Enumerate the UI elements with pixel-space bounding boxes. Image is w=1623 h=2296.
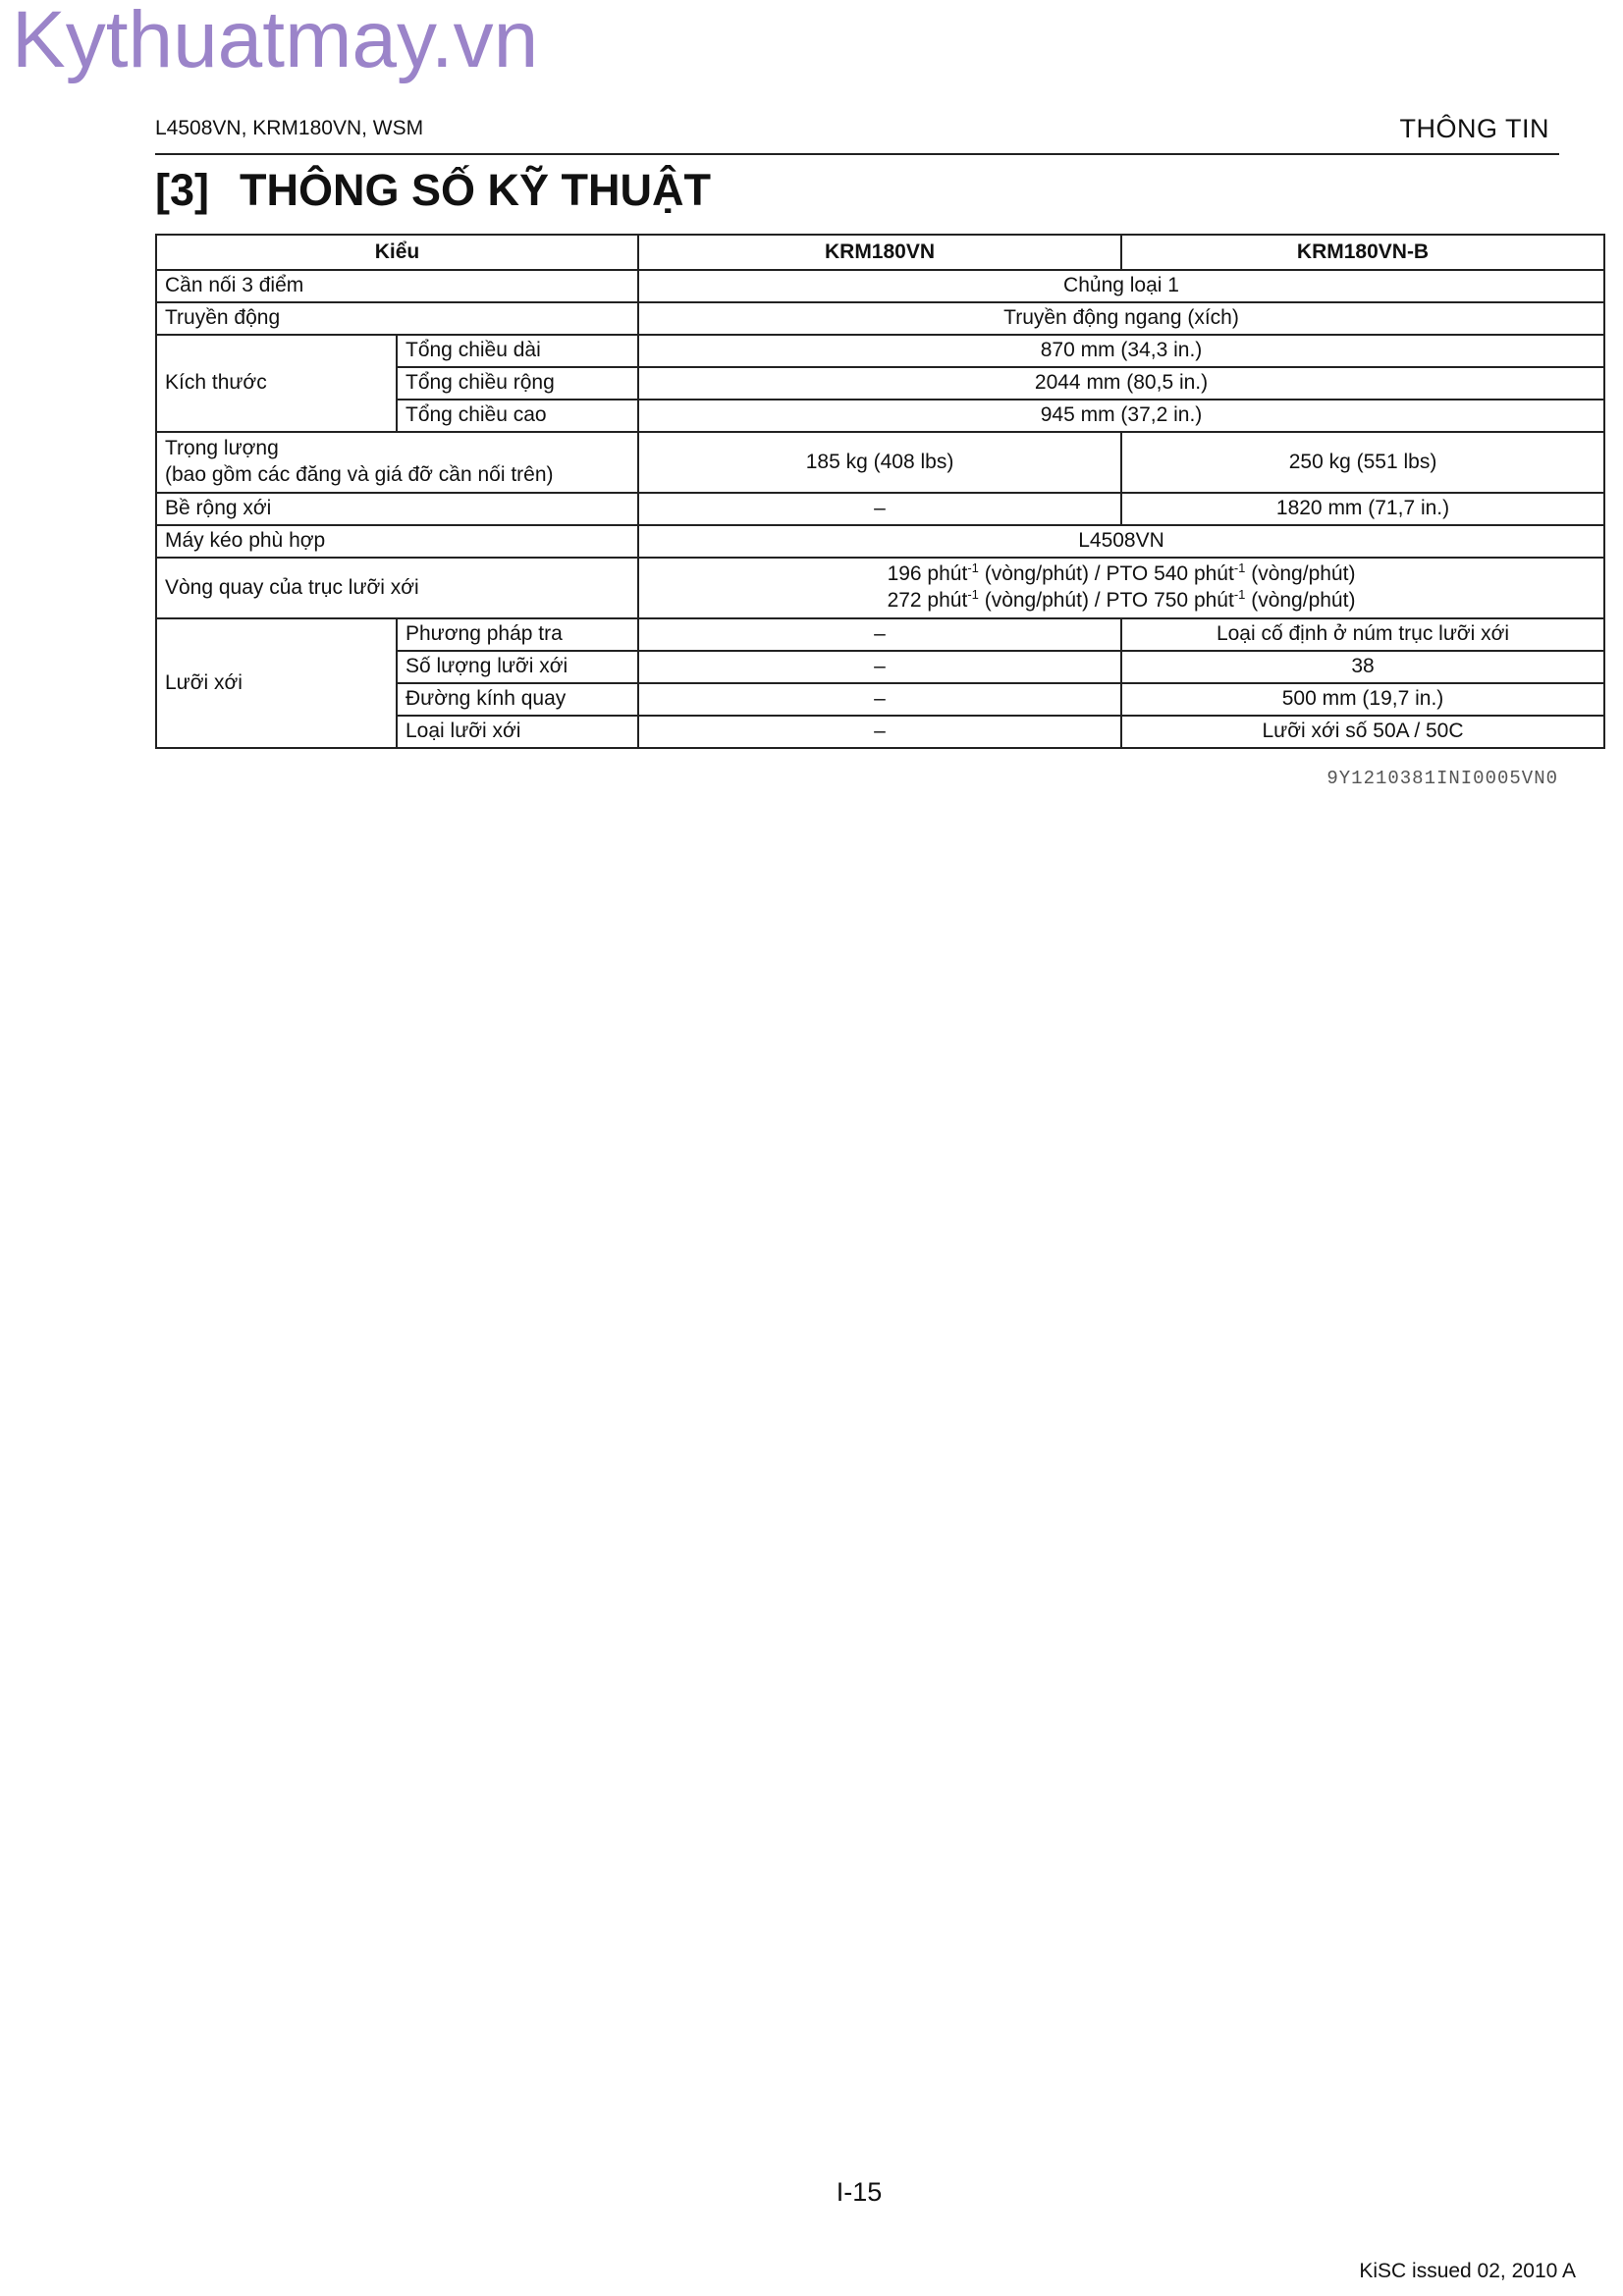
- row-value: Chủng loại 1: [638, 270, 1604, 302]
- table-row: [156, 618, 1604, 651]
- text-segment: (vòng/phút) / PTO 750 phút: [978, 589, 1234, 612]
- header-col2: KRM180VN-B: [1121, 235, 1604, 270]
- row-label: Máy kéo phù hợp: [156, 525, 638, 558]
- row-value: 945 mm (37,2 in.): [638, 400, 1604, 432]
- row-label: Tổng chiều rộng: [397, 367, 638, 400]
- document-id: 9Y1210381INI0005VN0: [1326, 768, 1558, 789]
- table-row: [156, 558, 1604, 618]
- table-row: [156, 302, 1604, 335]
- section-number: [3]: [155, 165, 209, 215]
- row-label: Loại lưỡi xới: [397, 716, 638, 748]
- group-label: Lưỡi xới: [156, 618, 397, 748]
- header-section: THÔNG TIN: [1399, 114, 1549, 143]
- row-value-col2: 1820 mm (71,7 in.): [1121, 493, 1604, 525]
- row-label: Vòng quay của trục lưỡi xới: [156, 558, 638, 618]
- table-header-row: [156, 235, 1604, 270]
- row-value: 2044 mm (80,5 in.): [638, 367, 1604, 400]
- group-label: Kích thước: [156, 335, 397, 432]
- issue-note: KiSC issued 02, 2010 A: [1359, 2260, 1576, 2282]
- text-segment: 272 phút: [887, 589, 968, 612]
- row-value-col1: –: [638, 651, 1121, 683]
- text-segment: (vòng/phút): [1245, 589, 1356, 612]
- row-label: Tổng chiều cao: [397, 400, 638, 432]
- table-row: [156, 493, 1604, 525]
- row-value: 870 mm (34,3 in.): [638, 335, 1604, 367]
- row-value-col2: Lưỡi xới số 50A / 50C: [1121, 716, 1604, 748]
- weight-label-line1: Trọng lượng: [165, 437, 279, 460]
- table-row: [156, 335, 1604, 367]
- table-row: [156, 525, 1604, 558]
- row-label: Phương pháp tra: [397, 618, 638, 651]
- exponent: -1: [967, 587, 979, 602]
- rotor-speed-line2: [647, 588, 1596, 614]
- header-divider: [155, 153, 1559, 155]
- text-segment: (vòng/phút) / PTO 540 phút: [978, 562, 1234, 586]
- row-value-col1: –: [638, 716, 1121, 748]
- row-value-col1: 185 kg (408 lbs): [638, 432, 1121, 493]
- row-value: L4508VN: [638, 525, 1604, 558]
- table-row: [156, 270, 1604, 302]
- text-segment: (vòng/phút): [1245, 562, 1356, 586]
- row-value-col2: 500 mm (19,7 in.): [1121, 683, 1604, 716]
- row-value-col1: –: [638, 618, 1121, 651]
- watermark-logo: Kythuatmay.vn: [12, 0, 539, 84]
- section-title: THÔNG SỐ KỸ THUẬT: [240, 165, 711, 215]
- row-label: Cần nối 3 điểm: [156, 270, 638, 302]
- row-value-col1: –: [638, 493, 1121, 525]
- page-number: I-15: [836, 2177, 883, 2207]
- row-label: [156, 432, 638, 493]
- row-label: Bề rộng xới: [156, 493, 638, 525]
- row-value: Truyền động ngang (xích): [638, 302, 1604, 335]
- row-label: Số lượng lưỡi xới: [397, 651, 638, 683]
- page-title: [155, 165, 711, 216]
- exponent: -1: [967, 561, 979, 576]
- text-segment: 196 phút: [887, 562, 968, 586]
- exponent: -1: [1233, 587, 1246, 602]
- exponent: -1: [1233, 561, 1246, 576]
- row-value: [638, 558, 1604, 618]
- row-value-col2: 250 kg (551 lbs): [1121, 432, 1604, 493]
- row-label: Truyền động: [156, 302, 638, 335]
- row-value-col2: Loại cố định ở núm trục lưỡi xới: [1121, 618, 1604, 651]
- header-models: L4508VN, KRM180VN, WSM: [155, 117, 424, 139]
- row-value-col2: 38: [1121, 651, 1604, 683]
- row-label: Tổng chiều dài: [397, 335, 638, 367]
- row-value-col1: –: [638, 683, 1121, 716]
- weight-label-line2: (bao gồm các đăng và giá đỡ cần nối trên): [165, 463, 554, 486]
- header-col1: KRM180VN: [638, 235, 1121, 270]
- spec-table: [155, 234, 1605, 749]
- rotor-speed-line1: [647, 561, 1596, 588]
- row-label: Đường kính quay: [397, 683, 638, 716]
- table-row: [156, 432, 1604, 493]
- header-type: Kiểu: [156, 235, 638, 270]
